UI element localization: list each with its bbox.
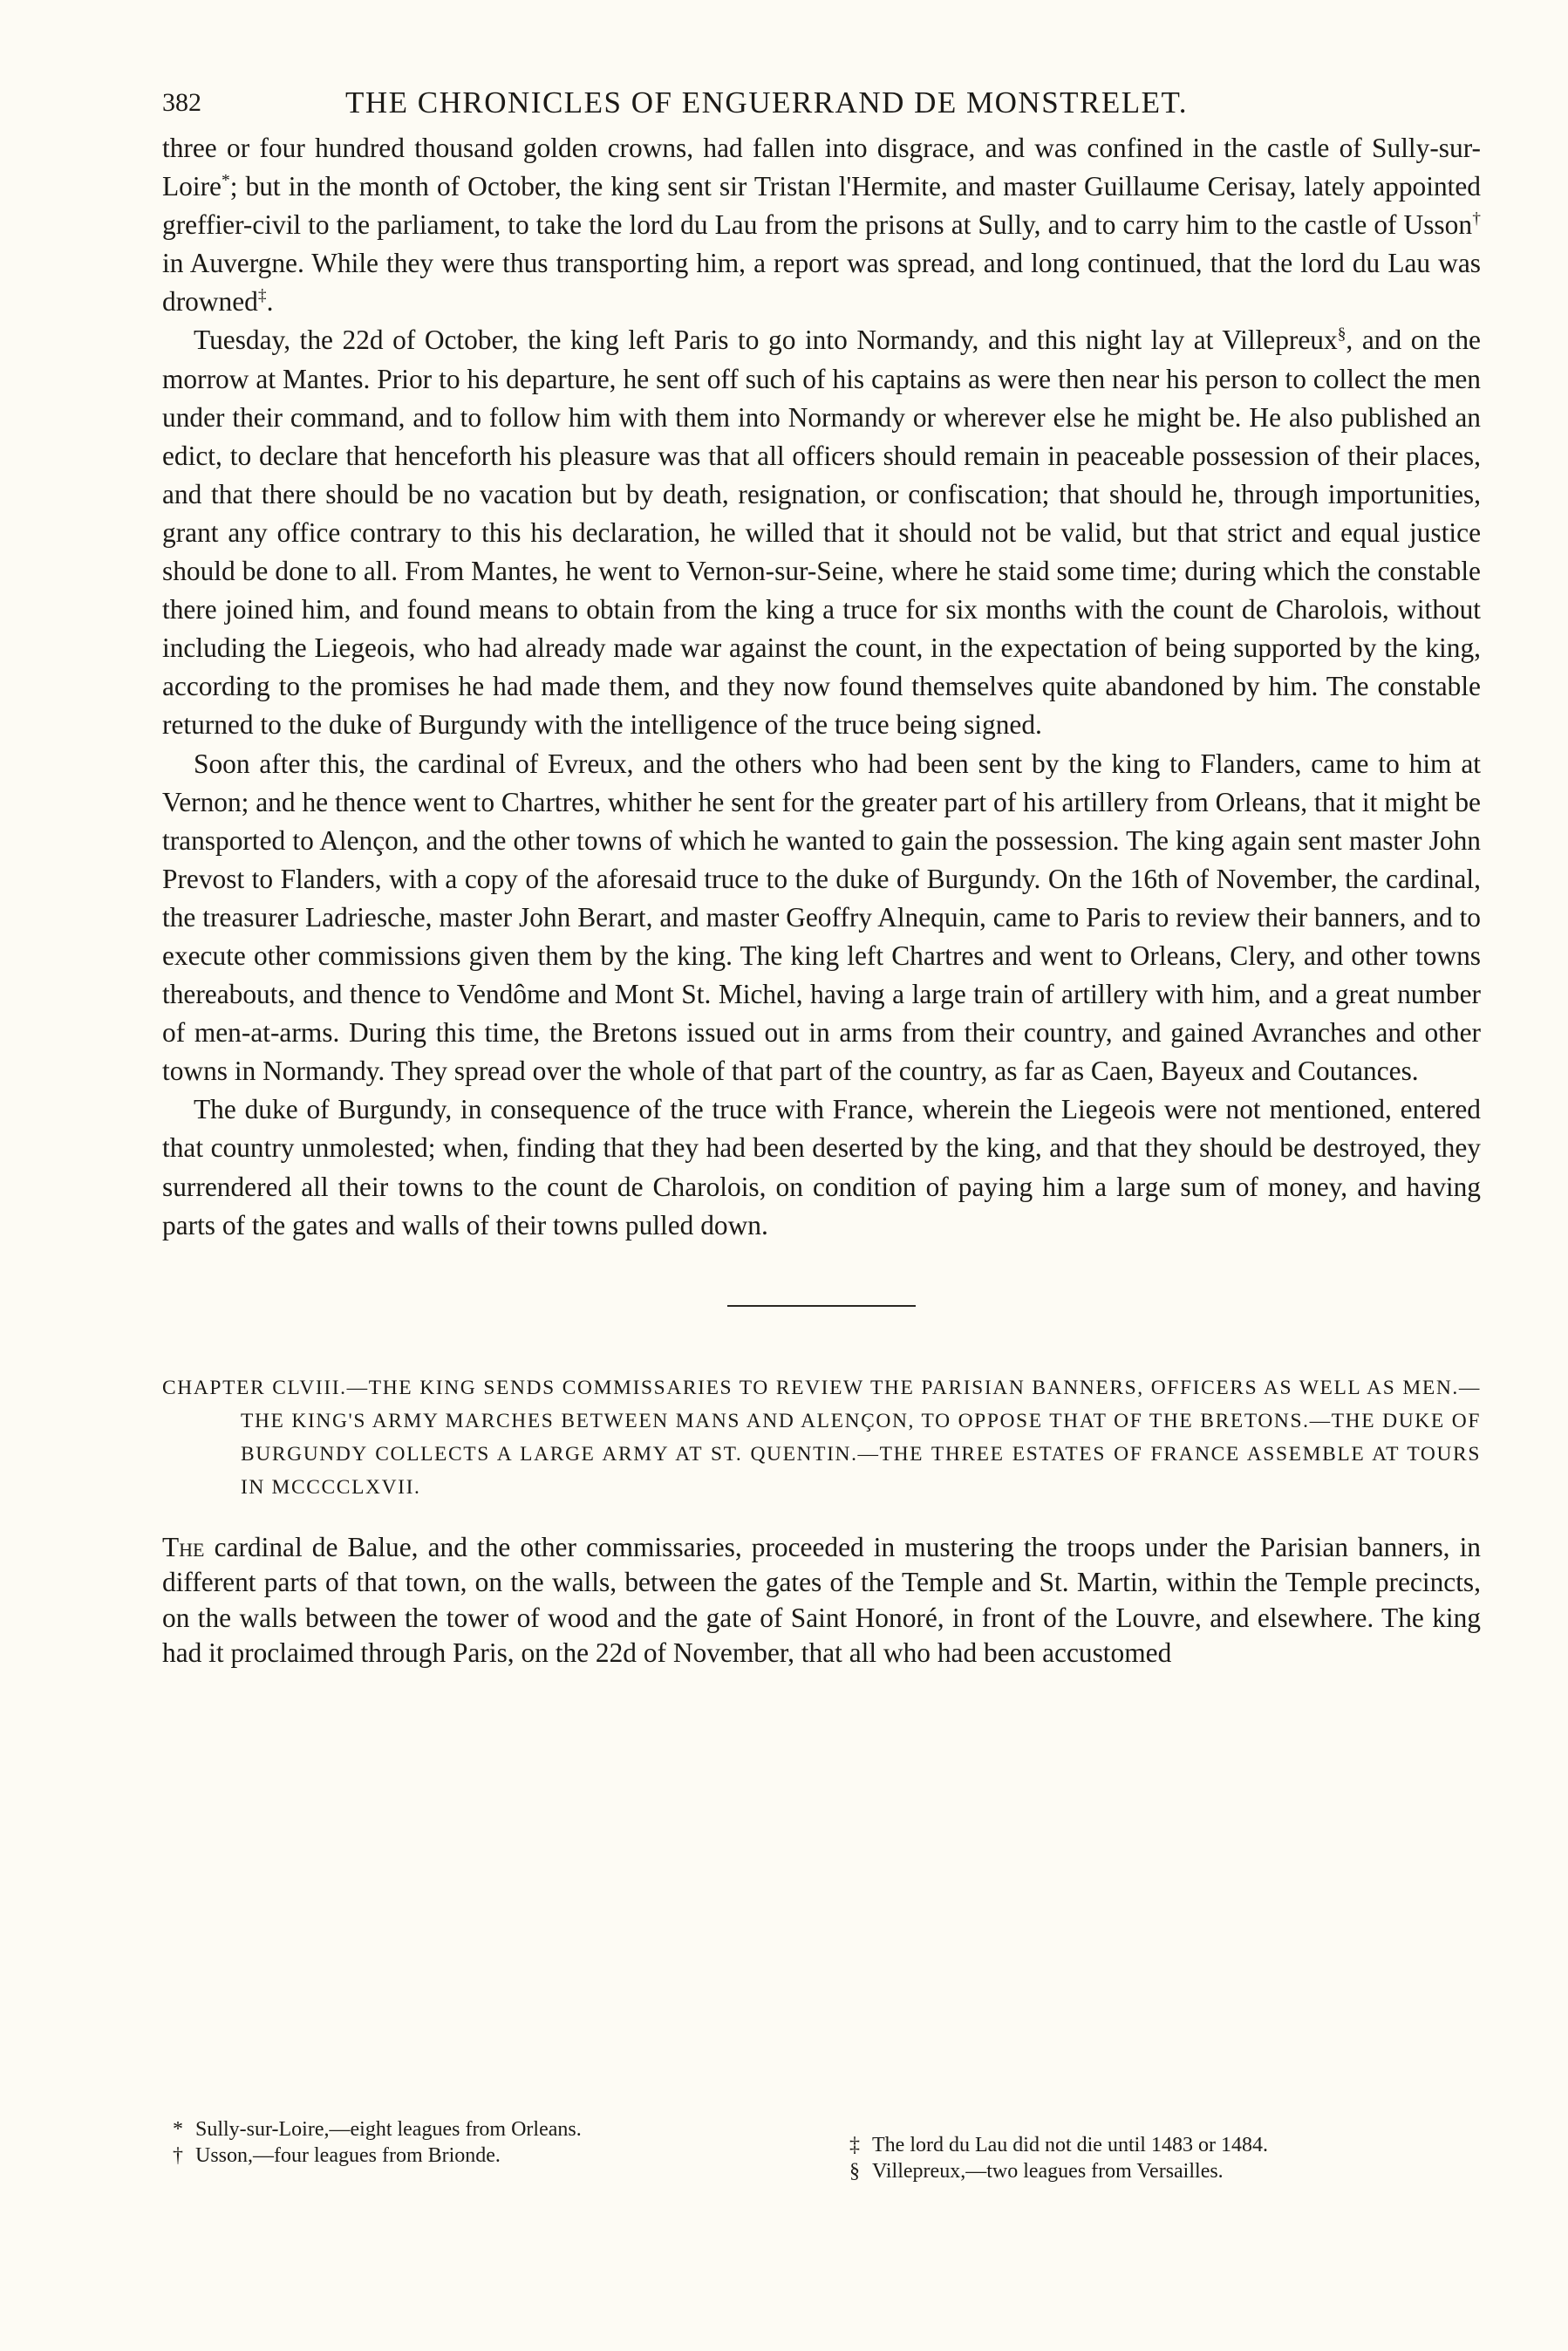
chapter-heading: CHAPTER CLVIII.—THE KING SENDS COMMISSARIES TO REVIEW THE PARISIAN BANNERS, OFFICERS AS WELL AS MEN.—THE KING'S ARMY MARCHES BETWEEN MANS AND ALENÇON, TO OPPOSE THAT OF THE BRETONS.—THE DUKE OF BURGUNDY COLLECTS A LARGE ARMY AT ST. QUENTIN.—THE THREE ESTATES OF FRANCE ASSEMBLE AT TOURS IN MCCCCLXVII.	[162, 1376, 1481, 1499]
footnote-mark: †	[173, 2144, 183, 2167]
footnote-mark: ‡	[849, 2134, 860, 2156]
footnote-mark: §	[849, 2160, 860, 2183]
footnote: † Usson,—four leagues from Brionde.	[173, 2144, 501, 2167]
footnote: * Sully-sur-Loire,—eight leagues from Orleans.	[173, 2118, 582, 2141]
body-text	[162, 129, 1481, 1245]
footnotes-right-column	[849, 2132, 1460, 2184]
section-divider	[727, 1305, 916, 1307]
footnote-ref: *	[221, 171, 230, 190]
running-head	[162, 79, 1481, 127]
paragraph-4: The duke of Burgundy, in consequence of the truce with France, wherein the Liegeois were not mentioned, entered that country unmolested; when, finding that they had been deserted by the king, and that they should be destroyed, they surrendered all their towns to the count de Charolois, on condition of paying him a large sum of money, and having parts of the gates and walls of their towns pulled down.	[162, 1094, 1481, 1240]
opening-word: The	[162, 1531, 205, 1562]
footnote-ref: †	[1472, 209, 1481, 229]
chapter-opening-paragraph: The cardinal de Balue, and the other commissaries, proceeded in mustering the troops under the Parisian banners, in different parts of that town, on the walls, between the gates of the Temple and St. Martin, within the Temple precincts, on the walls between the tower of wood and the gate of Saint Honoré, in front of the Louvre, and elsewhere. The king had it proclaimed through Paris, on the 22d of November, that all who had been accustomed	[162, 1531, 1481, 1669]
chapter-text	[162, 1530, 1481, 1671]
page-number: 382	[162, 88, 201, 117]
footnote: § Villepreux,—two leagues from Versailles.	[849, 2160, 1224, 2183]
footnote-ref: §	[1337, 325, 1346, 344]
book-page	[162, 79, 1481, 1671]
paragraph-2: Tuesday, the 22d of October, the king left Paris to go into Normandy, and this night lay at Villepreux§, and on the morrow at Mantes. Prior to his departure, he sent off such of his captains as were then near his person to collect the men under their command, and to follow him with them into Normandy or wherever else he might be. He also published an edict, to declare that henceforth his pleasure was that all officers should remain in peaceable possession of their places, and that there should be no vacation but by death, resignation, or confiscation; that should he, through importunities, grant any office contrary to this his declaration, he willed that it should not be valid, but that strict and equal justice should be done to all. From Mantes, he went to Vernon-sur-Seine, where he staid some time; during which the constable there joined him, and found means to obtain from the king a truce for six months with the count de Charolois, without including the Liegeois, who had already made war against the count, in the expectation of being supported by the king, according to the promises he had made them, and they now found themselves quite abandoned by him. The constable returned to the duke of Burgundy with the intelligence of the truce being signed.	[162, 325, 1481, 741]
footnote: ‡ The lord du Lau did not die until 1483 or 1484.	[849, 2134, 1268, 2156]
paragraph-3: Soon after this, the cardinal of Evreux, and the others who had been sent by the king to Flanders, came to him at Vernon; and he thence went to Chartres, whither he sent for the greater part of his artillery from Orleans, that it might be transported to Alençon, and the other towns of which he wanted to gain the possession. The king again sent master John Prevost to Flanders, with a copy of the aforesaid truce to the duke of Burgundy. On the 16th of November, the cardinal, the treasurer Ladriesche, master John Berart, and master Geoffry Alnequin, came to Paris to review their banners, and to execute other commissions given them by the king. The king left Chartres and went to Orleans, Clery, and other towns thereabouts, and thence to Vendôme and Mont St. Michel, having a large train of artillery with him, and a great number of men-at-arms. During this time, the Bretons issued out in arms from their country, and gained Avranches and other towns in Normandy. They spread over the whole of that part of the country, as far as Caen, Bayeux and Coutances.	[162, 748, 1481, 1087]
footnote-mark: *	[173, 2118, 183, 2141]
footnote-ref: ‡	[257, 286, 267, 305]
paragraph-1: three or four hundred thousand golden crowns, had fallen into disgrace, and was confined in the castle of Sully-sur-Loire*; but in the month of October, the king sent sir Tristan l'Hermite, and master Guillaume Cerisay, lately appointed greffier-civil to the parliament, to take the lord du Lau from the prisons at Sully, and to carry him to the castle of Usson† in Auvergne. While they were thus transporting him, a report was spread, and long continued, that the lord du Lau was drowned‡.	[162, 133, 1481, 318]
footnotes-left-column	[173, 2116, 783, 2169]
running-title: THE CHRONICLES OF ENGUERRAND DE MONSTRELET.	[345, 85, 1189, 120]
